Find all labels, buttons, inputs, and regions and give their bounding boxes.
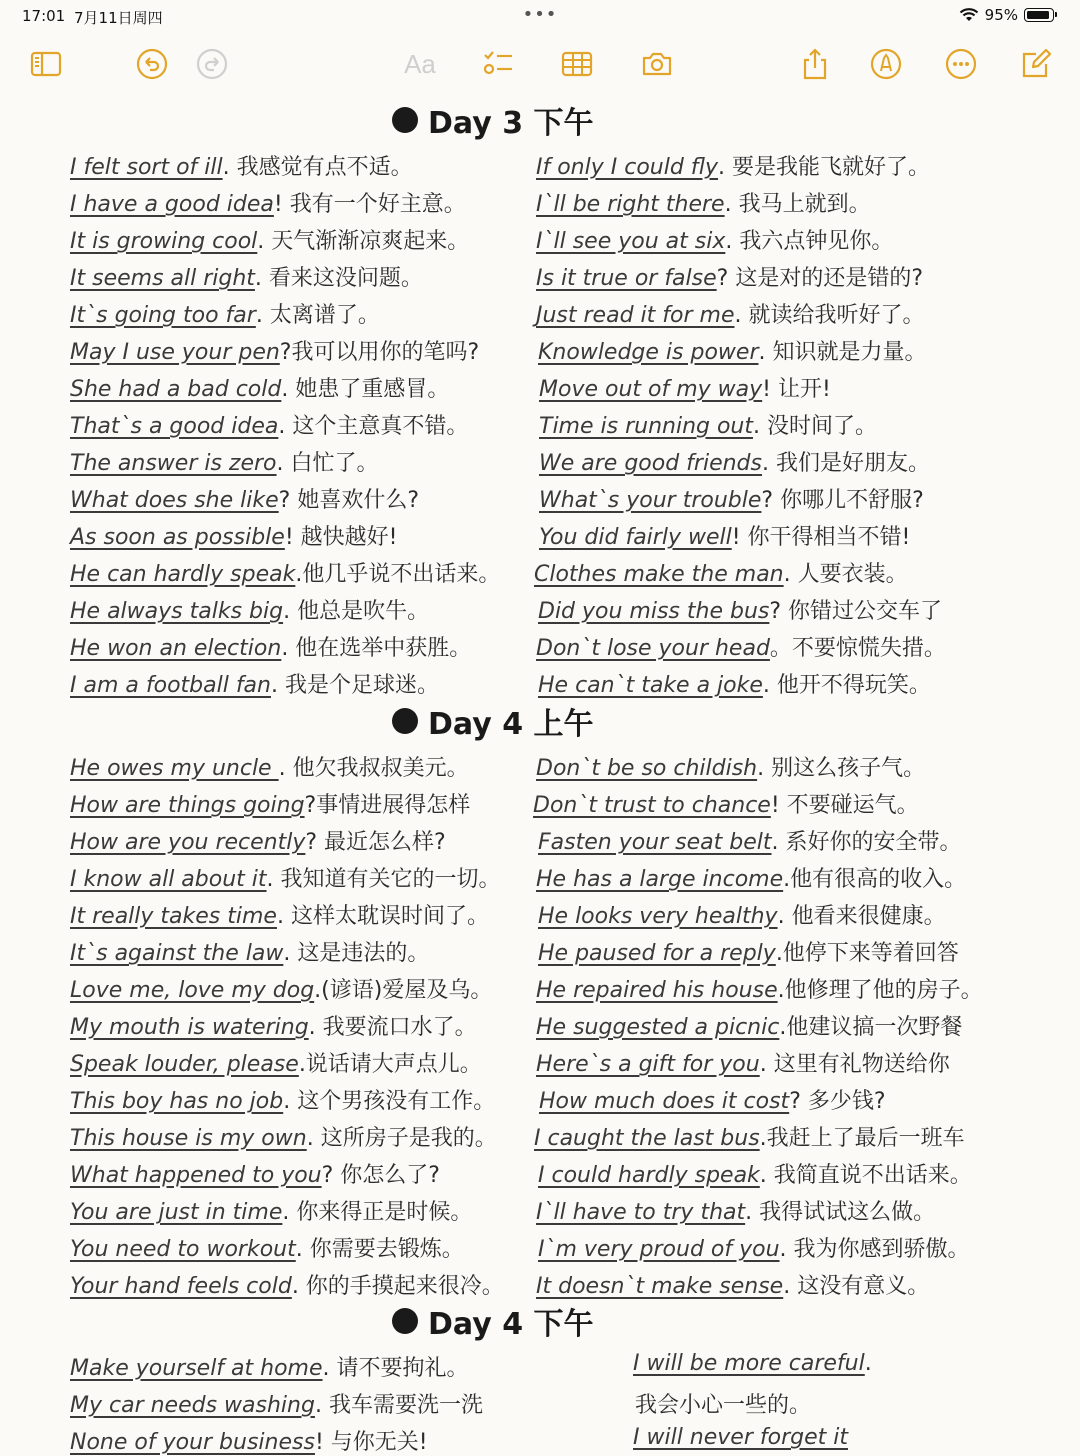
phrase-row xyxy=(536,150,930,181)
english-phrase: I will be more careful xyxy=(633,1351,865,1376)
chinese-translation: ! 不要碰运气。 xyxy=(770,793,919,818)
english-phrase: Speak louder, please xyxy=(70,1052,299,1077)
english-phrase: I felt sort of ill xyxy=(70,155,223,180)
chinese-translation: . 她患了重感冒。 xyxy=(281,377,450,402)
chinese-translation: . 这没有意义。 xyxy=(783,1274,930,1299)
english-phrase: It doesn`t make sense xyxy=(536,1274,784,1299)
chinese-translation: . 天气渐渐凉爽起来。 xyxy=(257,229,470,254)
phrase-row xyxy=(538,335,927,366)
english-phrase: He suggested a picnic xyxy=(536,1015,780,1040)
phrase-row xyxy=(70,187,466,218)
english-phrase: She had a bad cold xyxy=(70,377,282,402)
english-phrase: He can`t take a joke xyxy=(538,673,763,698)
english-phrase: Knowledge is power xyxy=(538,340,759,365)
chinese-translation: . 这个男孩没有工作。 xyxy=(283,1089,496,1114)
section-heading xyxy=(392,1299,594,1343)
phrase-row xyxy=(539,372,831,403)
chinese-translation: . 他看来很健康。 xyxy=(777,904,946,929)
phrase-row xyxy=(534,1121,965,1152)
phrase-row xyxy=(538,594,942,625)
phrase-row xyxy=(70,668,439,699)
english-phrase: It`s going too far xyxy=(70,303,256,328)
phrase-row xyxy=(70,1121,497,1152)
english-phrase: I`m very proud of you xyxy=(538,1237,780,1262)
chinese-translation: . 他在选举中获胜。 xyxy=(281,636,472,661)
phrase-row xyxy=(70,298,380,329)
english-phrase: He always talks big xyxy=(70,599,284,624)
phrase-row xyxy=(536,862,966,893)
english-phrase: He owes my uncle xyxy=(70,756,279,781)
chinese-translation: .(谚语)爱屋及乌。 xyxy=(314,978,493,1003)
english-phrase: This boy has no job xyxy=(70,1089,284,1114)
bullet-dot xyxy=(392,708,418,734)
chinese-translation: .说话请大声点儿。 xyxy=(298,1052,482,1077)
chinese-translation: . 我车需要洗一洗 xyxy=(314,1393,483,1418)
english-phrase: Your hand feels cold xyxy=(70,1274,292,1299)
chinese-translation: .他有很高的收入。 xyxy=(783,867,967,892)
section-heading xyxy=(392,699,594,743)
phrase-row xyxy=(536,1195,935,1226)
format-text-label: Aa xyxy=(404,48,436,79)
phrase-row xyxy=(539,409,877,440)
phrase-row xyxy=(536,1047,950,1078)
english-phrase: Move out of my way xyxy=(539,377,763,402)
phrase-row xyxy=(70,1351,469,1382)
english-phrase: Is it true or false xyxy=(536,266,717,291)
phrase-row xyxy=(533,788,919,819)
undo-icon[interactable] xyxy=(132,44,172,84)
phrase-row xyxy=(635,1388,811,1419)
chinese-translation: . 我知道有关它的一切。 xyxy=(266,867,501,892)
english-phrase: None of your business xyxy=(70,1430,315,1455)
phrase-row xyxy=(70,150,413,181)
battery-percent: 95% xyxy=(984,6,1018,24)
chinese-translation: . 这所房子是我的。 xyxy=(306,1126,497,1151)
phrase-row xyxy=(70,1232,464,1263)
english-phrase: How are you recently xyxy=(70,830,306,855)
english-phrase: We are good friends xyxy=(539,451,762,476)
chinese-translation: ? 多少钱? xyxy=(789,1089,886,1114)
english-phrase: How are things going xyxy=(70,793,305,818)
chinese-translation: . 你来得正是时候。 xyxy=(282,1200,473,1225)
wifi-icon xyxy=(959,7,979,23)
chinese-translation: . 看来这没问题。 xyxy=(254,266,423,291)
chinese-translation: ! 我有一个好主意。 xyxy=(273,192,466,217)
chinese-translation: . 我感觉有点不适。 xyxy=(222,155,413,180)
english-phrase: He can hardly speak xyxy=(70,562,296,587)
english-phrase: I know all about it xyxy=(70,867,267,892)
english-phrase: You did fairly well xyxy=(539,525,732,550)
section-heading xyxy=(392,98,594,142)
markup-pen-icon[interactable] xyxy=(866,44,906,84)
chinese-translation: 。不要惊慌失措。 xyxy=(769,636,946,661)
english-phrase: I`ll see you at six xyxy=(536,229,726,254)
chinese-translation: . 你需要去锻炼。 xyxy=(295,1237,464,1262)
english-phrase: Fasten your seat belt xyxy=(538,830,772,855)
phrase-row xyxy=(70,483,419,514)
chinese-translation: . 这是违法的。 xyxy=(283,941,430,966)
chinese-translation: ?我可以用你的笔吗? xyxy=(279,340,480,365)
chinese-translation: 我会小心一些的。 xyxy=(635,1393,812,1418)
share-icon[interactable] xyxy=(795,44,835,84)
notes-toolbar xyxy=(0,44,1080,88)
chinese-translation: . 我六点钟见你。 xyxy=(725,229,894,254)
phrase-row xyxy=(70,557,500,588)
phrase-row xyxy=(70,372,449,403)
chinese-translation: ? 她喜欢什么? xyxy=(278,488,420,513)
english-phrase: Love me, love my dog xyxy=(70,978,315,1003)
phrase-row xyxy=(539,520,910,551)
english-phrase: I could hardly speak xyxy=(538,1163,760,1188)
phrase-row xyxy=(70,335,479,366)
chinese-translation: . xyxy=(864,1351,872,1376)
chinese-translation: . 我得试试这么做。 xyxy=(745,1200,936,1225)
phrase-row xyxy=(536,1269,929,1300)
chinese-translation: . 你的手摸起来很冷。 xyxy=(291,1274,504,1299)
chinese-translation: .他停下来等着回答 xyxy=(775,941,959,966)
phrase-row xyxy=(536,973,983,1004)
chinese-translation: .他修理了他的房子。 xyxy=(777,978,983,1003)
phrase-row xyxy=(538,899,946,930)
english-phrase: Just read it for me xyxy=(536,303,735,328)
chinese-translation: . 我要流口水了。 xyxy=(308,1015,477,1040)
redo-icon[interactable] xyxy=(192,44,232,84)
battery-icon xyxy=(1024,8,1054,22)
chinese-translation: . 这个主意真不错。 xyxy=(278,414,469,439)
phrase-row xyxy=(633,1351,872,1376)
english-phrase: Make yourself at home xyxy=(70,1356,323,1381)
english-phrase: My car needs washing xyxy=(70,1393,315,1418)
bullet-dot xyxy=(392,1308,418,1334)
camera-icon[interactable] xyxy=(637,44,677,84)
english-phrase: I will never forget it xyxy=(633,1425,848,1450)
sidebar-toggle-icon[interactable] xyxy=(26,44,66,84)
phrase-row xyxy=(70,224,469,255)
chinese-translation: . 他欠我叔叔美元。 xyxy=(278,756,469,781)
phrase-row xyxy=(70,446,379,477)
chinese-translation: ? 你错过公交车了 xyxy=(769,599,943,624)
chinese-translation: . 我为你感到骄傲。 xyxy=(779,1237,970,1262)
phrase-row xyxy=(536,298,924,329)
chinese-translation: .他建议搞一次野餐 xyxy=(779,1015,963,1040)
phrase-row xyxy=(536,1010,962,1041)
phrase-row xyxy=(70,1047,482,1078)
chinese-translation: ? 你怎么了? xyxy=(321,1163,440,1188)
phrase-row xyxy=(70,631,471,662)
phrase-row xyxy=(70,1195,472,1226)
phrase-row xyxy=(70,1388,483,1419)
chinese-translation: . 这样太耽误时间了。 xyxy=(276,904,489,929)
status-date: 7月11日周四 xyxy=(74,9,163,27)
section-title: Day 4 下午 xyxy=(428,1307,594,1342)
chinese-translation: . 太离谱了。 xyxy=(255,303,380,328)
chinese-translation: . 别这么孩子气。 xyxy=(757,756,926,781)
english-phrase: The answer is zero xyxy=(70,451,277,476)
phrase-row xyxy=(70,1269,504,1300)
phrase-row xyxy=(539,1084,886,1115)
status-time: 17:01 xyxy=(22,7,66,25)
english-phrase: You are just in time xyxy=(70,1200,283,1225)
chinese-translation: . 没时间了。 xyxy=(753,414,877,439)
english-phrase: Don`t lose your head xyxy=(536,636,770,661)
phrase-row xyxy=(538,936,959,967)
english-phrase: He repaired his house xyxy=(536,978,778,1003)
chinese-translation: .我赶上了最后一班车 xyxy=(759,1126,965,1151)
phrase-row xyxy=(536,631,946,662)
phrase-row xyxy=(536,261,923,292)
chinese-translation: . 他总是吹牛。 xyxy=(283,599,430,624)
english-phrase: He looks very healthy xyxy=(538,904,778,929)
chinese-translation: . 就读给我听好了。 xyxy=(734,303,925,328)
bullet-dot xyxy=(392,107,418,133)
english-phrase: What`s your trouble xyxy=(539,488,762,513)
chinese-translation: ? 你哪儿不舒服? xyxy=(761,488,924,513)
english-phrase: That`s a good idea xyxy=(70,414,279,439)
english-phrase: I caught the last bus xyxy=(534,1126,760,1151)
english-phrase: As soon as possible xyxy=(70,525,285,550)
english-phrase: He won an election xyxy=(70,636,282,661)
phrase-row xyxy=(70,1425,428,1456)
phrase-row xyxy=(70,899,489,930)
chinese-translation: . 系好你的安全带。 xyxy=(771,830,962,855)
english-phrase: It seems all right xyxy=(70,266,255,291)
english-phrase: It`s against the law xyxy=(70,941,284,966)
chinese-translation: . 这里有礼物送给你 xyxy=(759,1052,950,1077)
status-bar xyxy=(0,0,1080,32)
phrase-row xyxy=(70,1084,495,1115)
chinese-translation: .他几乎说不出话来。 xyxy=(295,562,501,587)
chinese-translation: ! 与你无关! xyxy=(314,1430,428,1455)
english-phrase: I am a football fan xyxy=(70,673,271,698)
chinese-translation: . 知识就是力量。 xyxy=(758,340,927,365)
english-phrase: Clothes make the man xyxy=(534,562,784,587)
english-phrase: May I use your pen xyxy=(70,340,280,365)
chinese-translation: . 人要衣装。 xyxy=(783,562,908,587)
phrase-row xyxy=(538,668,931,699)
chinese-translation: . 我马上就到。 xyxy=(724,192,871,217)
english-phrase: What does she like xyxy=(70,488,279,513)
phrase-row xyxy=(633,1425,848,1450)
section-title: Day 4 上午 xyxy=(428,707,594,742)
phrase-row xyxy=(70,520,397,551)
chinese-translation: ? 这是对的还是错的? xyxy=(716,266,924,291)
phrase-row xyxy=(70,261,423,292)
chinese-translation: . 白忙了。 xyxy=(276,451,379,476)
english-phrase: Did you miss the bus xyxy=(538,599,770,624)
chinese-translation: ! 越快越好! xyxy=(284,525,398,550)
phrase-row xyxy=(70,936,429,967)
english-phrase: I`ll have to try that xyxy=(536,1200,746,1225)
english-phrase: How much does it cost xyxy=(539,1089,790,1114)
english-phrase: Time is running out xyxy=(539,414,753,439)
english-phrase: My mouth is watering xyxy=(70,1015,309,1040)
phrase-row xyxy=(538,1158,972,1189)
chinese-translation: . 他开不得玩笑。 xyxy=(762,673,931,698)
phrase-row xyxy=(70,751,469,782)
phrase-row xyxy=(70,862,501,893)
multitasking-dots-icon[interactable]: ••• xyxy=(522,4,558,25)
format-text-button[interactable] xyxy=(400,44,440,84)
chinese-translation: ? 最近怎么样? xyxy=(305,830,446,855)
table-icon[interactable] xyxy=(557,44,597,84)
english-phrase: It is growing cool xyxy=(70,229,258,254)
phrase-row xyxy=(536,224,893,255)
chinese-translation: . 我简直说不出话来。 xyxy=(759,1163,972,1188)
phrase-row xyxy=(536,751,925,782)
chinese-translation: . 请不要拘礼。 xyxy=(322,1356,469,1381)
english-phrase: What happened to you xyxy=(70,1163,322,1188)
english-phrase: I`ll be right there xyxy=(536,192,725,217)
english-phrase: He has a large income xyxy=(536,867,784,892)
phrase-row xyxy=(70,788,470,819)
phrase-row xyxy=(539,446,930,477)
phrase-row xyxy=(536,187,871,218)
chinese-translation: . 我们是好朋友。 xyxy=(762,451,930,476)
phrase-row xyxy=(70,973,492,1004)
english-phrase: I have a good idea xyxy=(70,192,274,217)
chinese-translation: . 我是个足球迷。 xyxy=(271,673,439,698)
chinese-translation: . 要是我能飞就好了。 xyxy=(718,155,931,180)
english-phrase: It really takes time xyxy=(70,904,277,929)
status-right xyxy=(959,6,1054,24)
phrase-row xyxy=(538,825,962,856)
english-phrase: Don`t be so childish xyxy=(536,756,758,781)
english-phrase: If only I could fly xyxy=(536,155,719,180)
english-phrase: Here`s a gift for you xyxy=(536,1052,760,1077)
more-options-icon[interactable] xyxy=(941,44,981,84)
checklist-icon[interactable] xyxy=(478,44,518,84)
section-title: Day 3 下午 xyxy=(428,106,594,141)
phrase-row xyxy=(70,825,446,856)
english-phrase: He paused for a reply xyxy=(538,941,776,966)
english-phrase: You need to workout xyxy=(70,1237,296,1262)
phrase-row xyxy=(539,483,924,514)
phrase-row xyxy=(534,557,908,588)
english-phrase: This house is my own xyxy=(70,1126,307,1151)
phrase-row xyxy=(70,409,468,440)
phrase-row xyxy=(538,1232,970,1263)
compose-note-icon[interactable] xyxy=(1016,44,1056,84)
phrase-row xyxy=(70,594,429,625)
phrase-row xyxy=(70,1158,440,1189)
chinese-translation: ! 你干得相当不错! xyxy=(731,525,911,550)
chinese-translation: ?事情进展得怎样 xyxy=(304,793,471,818)
phrase-row xyxy=(70,1010,477,1041)
english-phrase: Don`t trust to chance xyxy=(533,793,771,818)
chinese-translation: ! 让开! xyxy=(762,377,831,402)
